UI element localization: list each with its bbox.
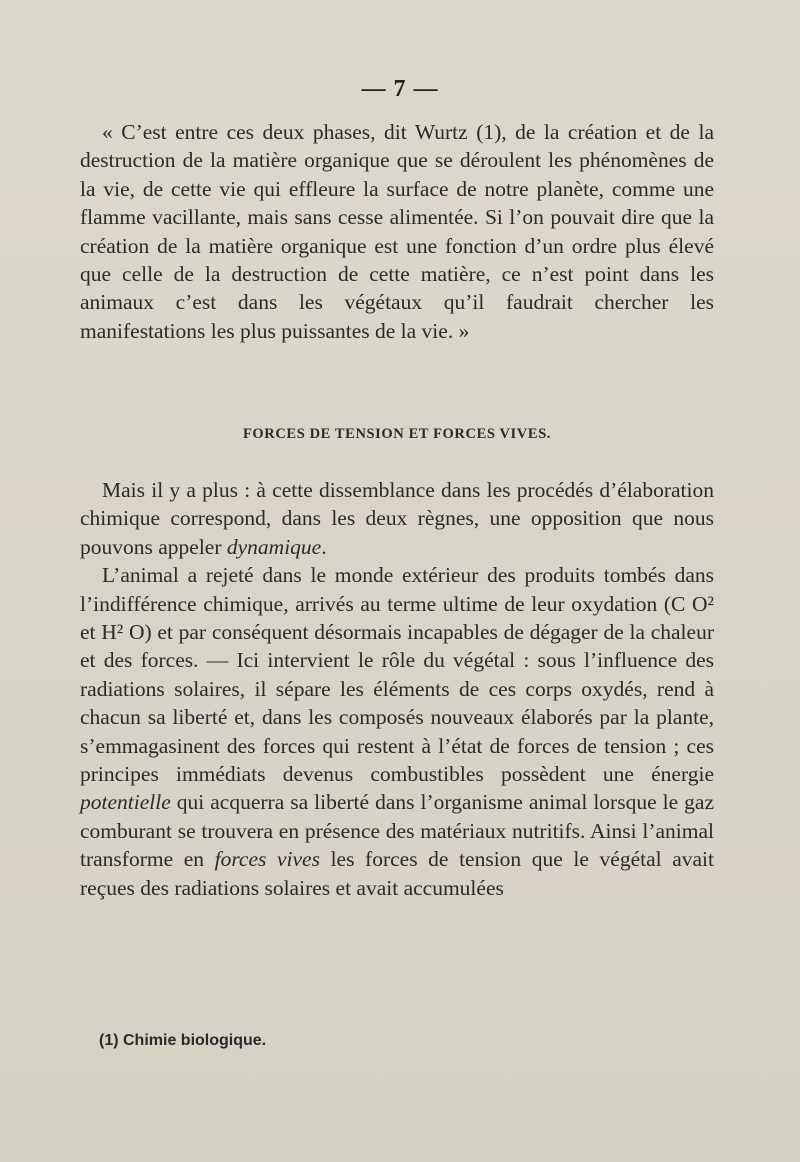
wurtz-quote: [80, 118, 714, 345]
paragraph-1-end: .: [321, 534, 327, 559]
paragraph-2-text-1: L’animal a rejeté dans le monde extérieur des produits tombés dans l’indifférence chimique, arrivés au terme ultime de leur oxydation (C O² et H² O) et par conséquent désormais incapables de dégager de la chaleur et des forces. — Ici intervient le rôle du végétal : sous l’influence des radiations solaires, il sépare les éléments de ces corps oxydés, rend à chacun sa liberté et, dans les composés nouveaux élaborés par la plante, s’emmagasinent des forces qui restent à l’état de forces de tension ; ces principes immédiats devenus combustibles possèdent une énergie: [80, 563, 714, 787]
paragraph-2: [80, 561, 714, 902]
paragraph-1-italic: dynamique: [226, 534, 322, 559]
page-number: — 7 —: [361, 76, 439, 102]
paragraph-2-italic-1: potentielle: [80, 790, 171, 815]
paragraph-2-text-3: les forces de tension que le végétal avait reçues des radiations solaires et avait accumulées: [80, 847, 715, 900]
paragraph-1: [80, 476, 714, 561]
paragraph-2-italic-2: forces vives: [214, 847, 320, 872]
paragraph-1-text: Mais il y a plus : à cette dissemblance dans les procédés d’élaboration chimique correspond, dans les deux règnes, une opposition que nous pouvons appeler: [80, 478, 714, 559]
paragraph-2-text-2: qui acquerra sa liberté dans l’organisme animal lorsque le gaz comburant se trouvera en présence des matériaux nutritifs. Ainsi l’animal transforme en: [80, 790, 714, 872]
body-text: [80, 476, 714, 902]
section-heading: FORCES DE TENSION ET FORCES VIVES.: [242, 426, 552, 442]
footnote: (1) Chimie biologique.: [99, 1032, 267, 1049]
quote-paragraph: « C’est entre ces deux phases, dit Wurtz (1), de la création et de la destruction de la matière organique que se déroulent les phénomènes de la vie, de cette vie qui effleure la surface de notre planète, comme une flamme vacillante, mais sans cesse alimentée. Si l’on pouvait dire que la création de la matière organique est une fonction d’un ordre plus élevé que celle de la destruction de cette matière, ce n’est point dans les animaux c’est dans les végétaux qu’il faudrait chercher les manifestations les plus puissantes de la vie. »: [80, 120, 714, 343]
